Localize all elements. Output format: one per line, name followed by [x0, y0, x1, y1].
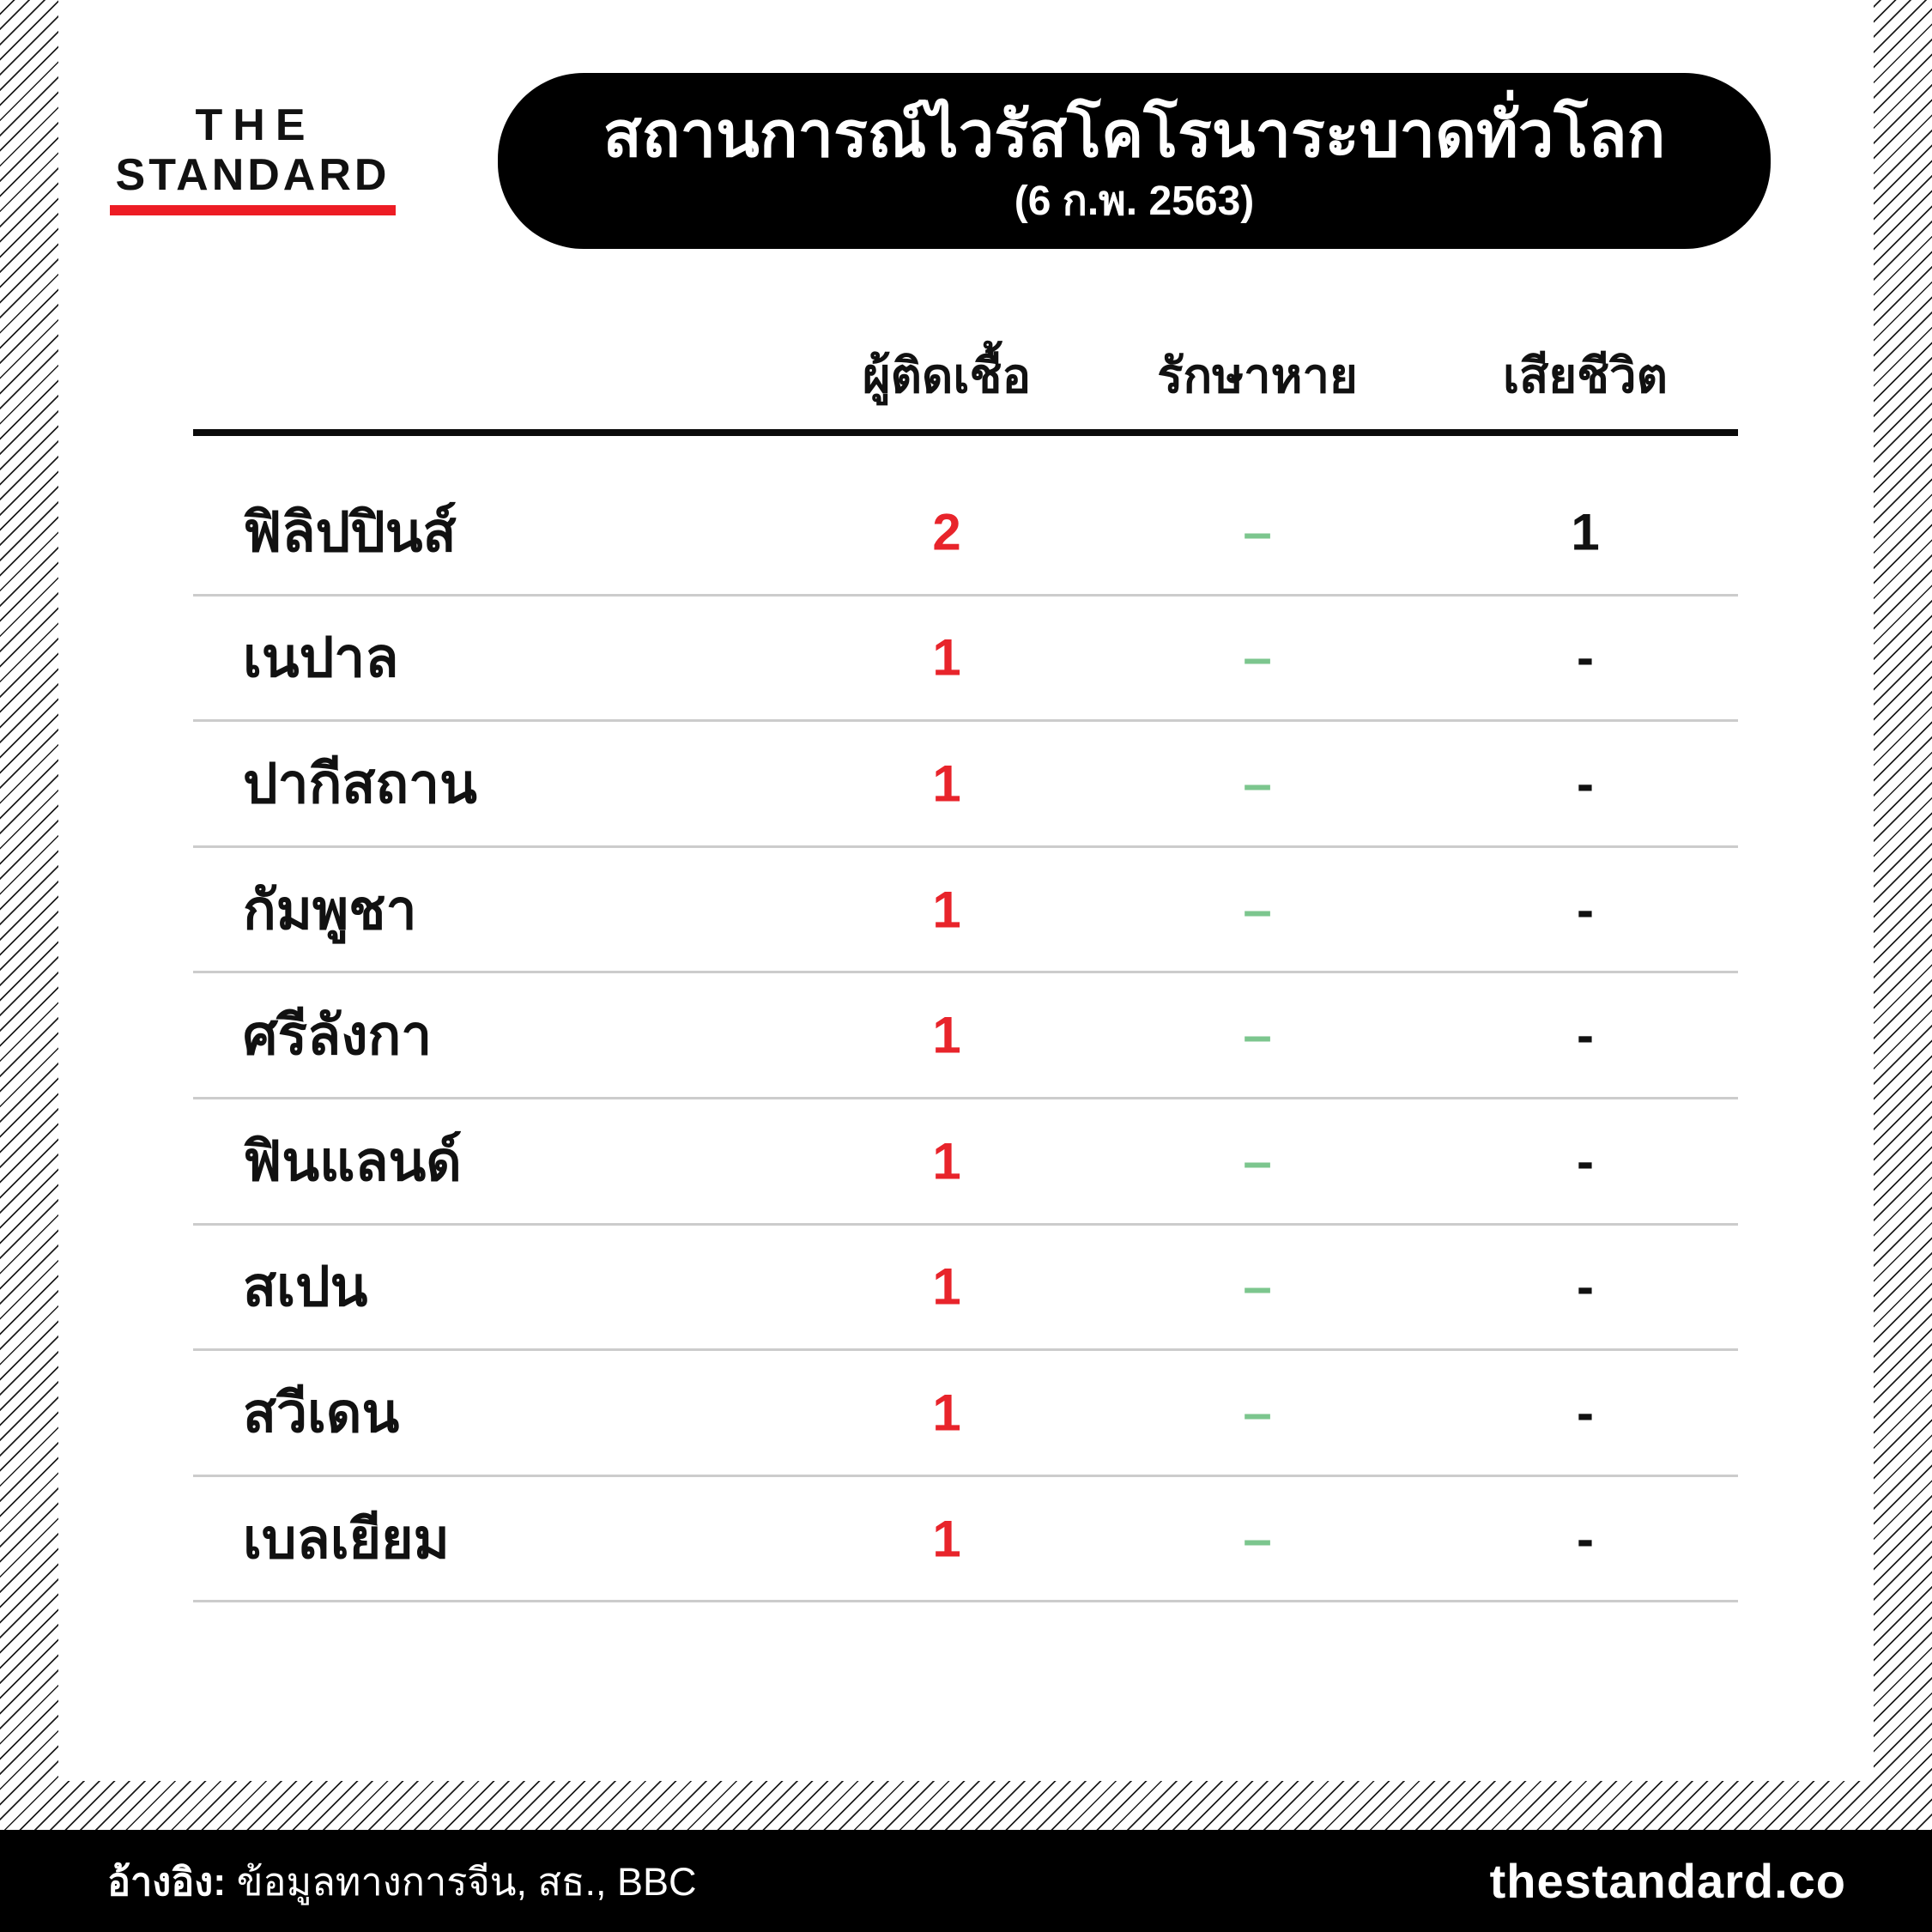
- table-row: [193, 722, 1738, 848]
- table-row: [193, 973, 1738, 1099]
- deaths-value: 1: [1571, 503, 1600, 561]
- table-row: [193, 1099, 1738, 1226]
- logo-line-standard: STANDARD: [115, 150, 391, 200]
- recovered-value: –: [1243, 503, 1272, 561]
- country-label: กัมพูชา: [243, 878, 417, 941]
- table-row: [193, 1351, 1738, 1477]
- deaths-value: -: [1577, 1384, 1594, 1442]
- recovered-value: –: [1243, 1384, 1272, 1442]
- deaths-value: -: [1577, 754, 1594, 813]
- country-label: เนปาล: [243, 627, 399, 689]
- title-banner: [498, 73, 1771, 249]
- infected-value: 1: [932, 1006, 961, 1064]
- recovered-value: –: [1243, 754, 1272, 813]
- header-divider-line: [193, 429, 1738, 436]
- recovered-value: –: [1243, 1510, 1272, 1568]
- table-row: [193, 597, 1738, 723]
- header-recovered: รักษาหาย: [1157, 348, 1358, 403]
- infected-value: 1: [932, 881, 961, 939]
- country-label: ปากีสถาน: [243, 752, 477, 815]
- header-infected: ผู้ติดเชื้อ: [862, 348, 1032, 403]
- recovered-value: –: [1243, 881, 1272, 939]
- country-label: ศรีลังกา: [243, 1004, 433, 1067]
- infected-value: 1: [932, 754, 961, 813]
- deaths-value: -: [1577, 1257, 1594, 1316]
- table-body: [193, 470, 1738, 1602]
- infected-value: 1: [932, 1132, 961, 1190]
- country-label: เบลเยียม: [243, 1507, 450, 1570]
- recovered-value: –: [1243, 1132, 1272, 1190]
- logo-red-underline: [110, 205, 396, 215]
- table-row: [193, 470, 1738, 597]
- infected-value: 1: [932, 1384, 961, 1442]
- footer-site-url: thestandard.co: [1489, 1854, 1846, 1908]
- table-header: [193, 313, 1742, 421]
- table-row: [193, 1226, 1738, 1352]
- deaths-value: -: [1577, 881, 1594, 939]
- country-label: สวีเดน: [243, 1381, 400, 1444]
- the-standard-logo: [110, 100, 396, 215]
- country-label: ฟินแลนด์: [243, 1130, 462, 1192]
- recovered-value: –: [1243, 1257, 1272, 1316]
- footer-bar: [0, 1830, 1932, 1932]
- infected-value: 2: [932, 503, 961, 561]
- infected-value: 1: [932, 628, 961, 687]
- country-label: ฟิลิปปินส์: [243, 500, 457, 563]
- recovered-value: –: [1243, 628, 1272, 687]
- logo-line-the: THE: [195, 100, 316, 150]
- deaths-value: -: [1577, 1132, 1594, 1190]
- infected-value: 1: [932, 1257, 961, 1316]
- deaths-value: -: [1577, 628, 1594, 687]
- table-row: [193, 848, 1738, 974]
- infected-value: 1: [932, 1510, 961, 1568]
- footer-source: [107, 1850, 696, 1912]
- banner-title: สถานการณ์ไวรัสโคโรนาระบาดทั่วโลก: [603, 98, 1666, 170]
- header-deaths: เสียชีวิต: [1503, 348, 1668, 403]
- deaths-value: -: [1577, 1510, 1594, 1568]
- country-label: สเปน: [243, 1256, 368, 1318]
- recovered-value: –: [1243, 1006, 1272, 1064]
- footer-source-text: ข้อมูลทางการจีน, สธ., BBC: [226, 1859, 697, 1904]
- deaths-value: -: [1577, 1006, 1594, 1064]
- banner-date: (6 ก.พ. 2563): [1014, 178, 1255, 224]
- table-row: [193, 1477, 1738, 1603]
- footer-source-label: อ้างอิง:: [107, 1859, 227, 1904]
